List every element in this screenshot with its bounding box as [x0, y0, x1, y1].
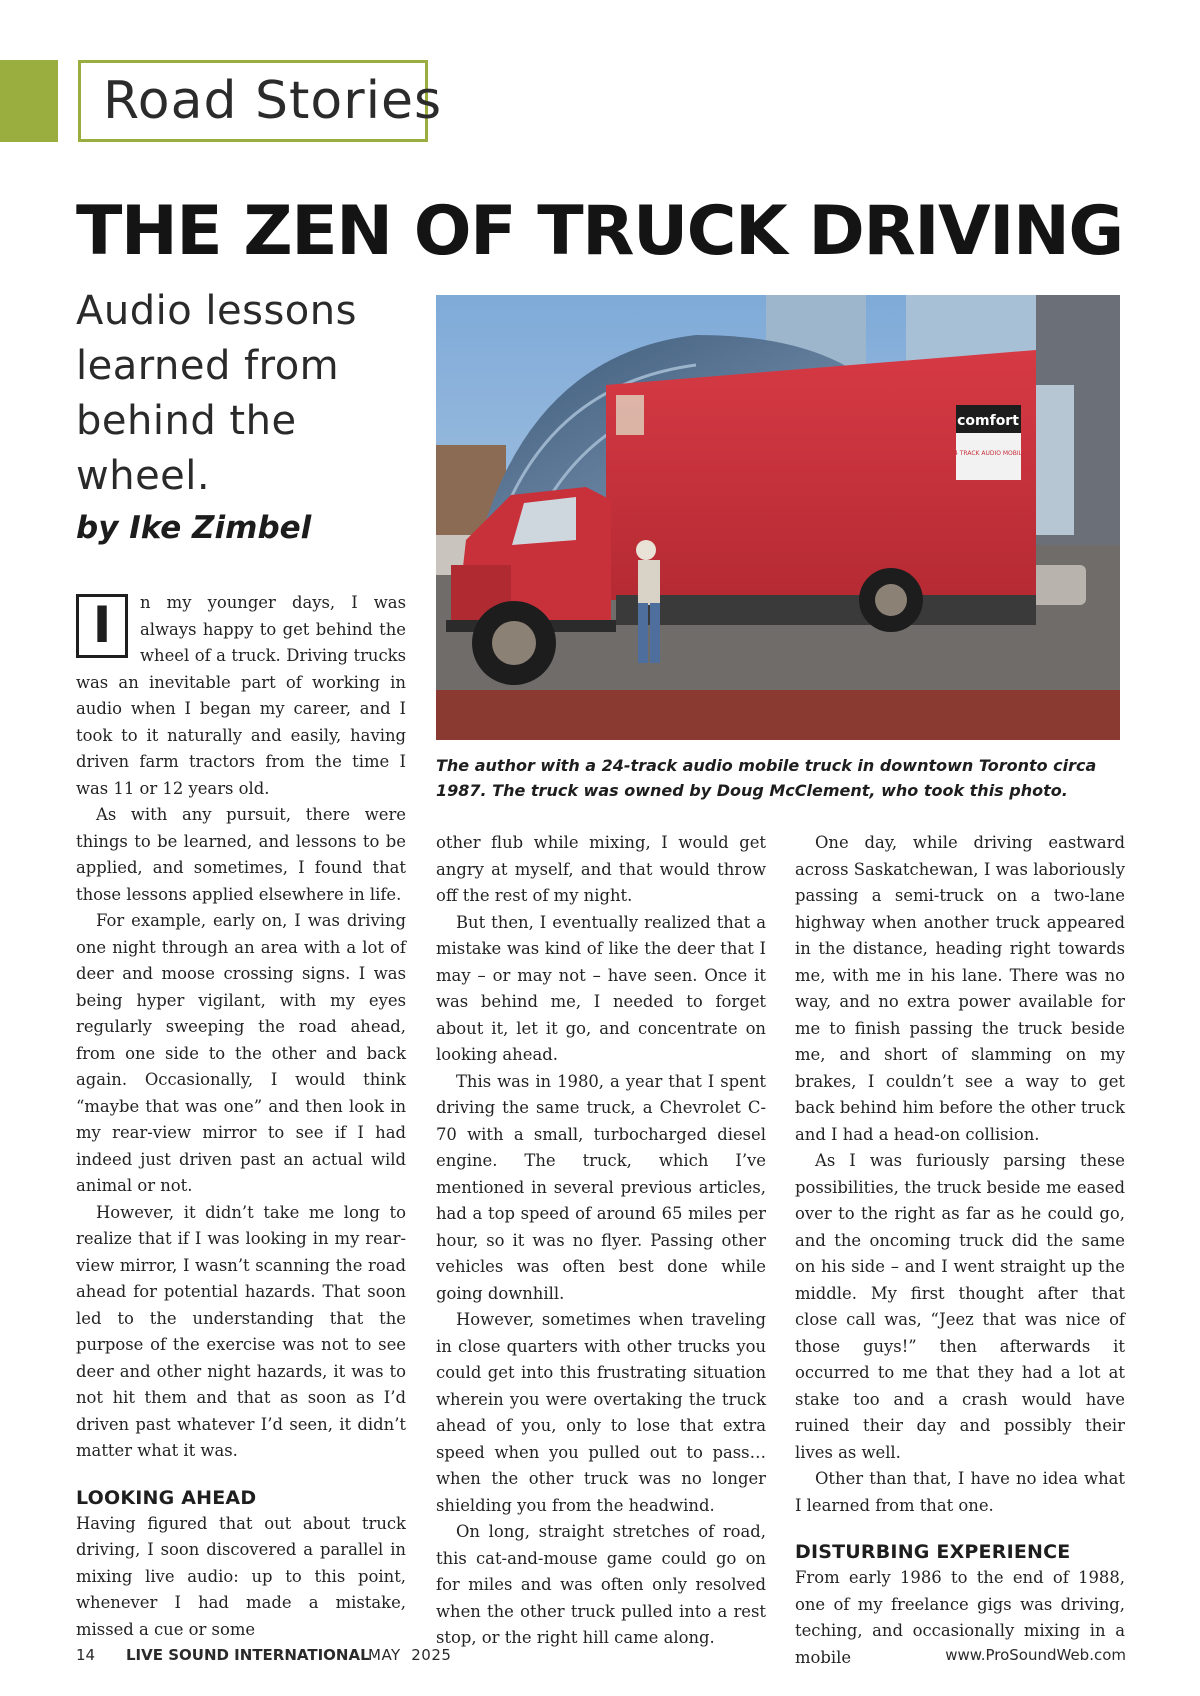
- paragraph: However, it didn’t take me long to realize that if I was looking in my rear-view mirror, I wasn’t scanning the road ahead for potential hazards. That soon led to the understanding that the purpose of the exercise was not to see deer and other night hazards, it was to not hit them and that as soon as I’d driven past whatever I’d seen, it didn’t matter what it was.: [76, 1202, 406, 1460]
- section-accent-bar: [0, 60, 58, 142]
- paragraph: One day, while driving eastward across Saskatchewan, I was laboriously passing a semi-truck on a two-lane highway when another truck appeared in the distance, heading right towards me, with me in his lane. There was no way, and no extra power available for me to finish passing the truck beside me, and short of slamming on my brakes, I couldn’t see a way to get back behind him before the other truck and I had a head-on collision.: [795, 833, 1125, 1144]
- article-column-3: [795, 830, 1125, 1671]
- magazine-name: LIVE SOUND INTERNATIONAL: [126, 1646, 370, 1664]
- section-label-box: [78, 60, 443, 142]
- issue-date: MAY 2025: [368, 1646, 452, 1664]
- paragraph: From early 1986 to the end of 1988, one of my freelance gigs was driving, teching, and occasionally mixing in a mobile: [795, 1568, 1125, 1667]
- section-label: Road Stories: [103, 71, 443, 131]
- article-column-1: [76, 590, 406, 1643]
- section-heading: DISTURBING EXPERIENCE: [795, 1541, 1071, 1563]
- paragraph-text: n my younger days, I was always happy to get behind the wheel of a truck. Driving trucks was an inevitable part of working in audio when I began my career, and I took to it naturally and easily, having driven farm tractors from the time I was 11 or 12 years old.: [76, 593, 406, 798]
- article-column-2: [436, 830, 766, 1652]
- paragraph: As I was furiously parsing these possibilities, the truck beside me eased over to the right as far as he could go, and the oncoming truck did the same on his side – and I went straight up the middle. My first thought after that close call was, “Jeez that was nice of those guys!” then afterwards it occurred to me that they had a lot at stake too and a crash would have ruined their day and possibly their lives as well.: [795, 1151, 1125, 1462]
- paragraph: But then, I eventually realized that a mistake was kind of like the deer that I may – or may not – have seen. Once it was behind me, I needed to forget about it, let it go, and concentrate on looking ahead.: [436, 912, 766, 1064]
- article-title: THE ZEN OF TRUCK DRIVING: [76, 192, 1123, 271]
- paragraph: Other than that, I have no idea what I learned from that one.: [795, 1469, 1125, 1515]
- paragraph: [76, 590, 406, 802]
- truck-sign-tagline: 24 TRACK AUDIO MOBILE: [950, 450, 1026, 457]
- page-number: 14: [76, 1646, 96, 1664]
- article-byline: by Ike Zimbel: [76, 510, 312, 546]
- paragraph: However, sometimes when traveling in close quarters with other trucks you could get into this frustrating situation wherein you were overtaking the truck ahead of you, only to lose that extra speed when you pulled out to pass… when the other truck was no longer shielding you from the headwind.: [436, 1310, 766, 1515]
- paragraph: As with any pursuit, there were things to be learned, and lessons to be applied, and sometimes, I found that those lessons applied elsewhere in life.: [76, 805, 406, 904]
- truck-sign-brand: comfort: [957, 413, 1019, 429]
- section-heading: LOOKING AHEAD: [76, 1486, 257, 1509]
- photo-caption: The author with a 24-track audio mobile truck in downtown Toronto circa 1987. The truck was owned by Doug McClement, who took this photo.: [436, 756, 1097, 800]
- page-footer: [76, 1646, 1126, 1670]
- paragraph: This was in 1980, a year that I spent driving the same truck, a Chevrolet C-70 with a small, turbocharged diesel engine. The truck, which I’ve mentioned in several previous articles, had a top speed of around 65 miles per hour, so it was no flyer. Passing other vehicles was often best done while going downhill.: [436, 1071, 766, 1303]
- truck-photo: [436, 295, 1120, 740]
- paragraph: For example, early on, I was driving one night through an area with a lot of deer and moose crossing signs. I was being hyper vigilant, with my eyes regularly sweeping the road ahead, from one side to the other and back again. Occasionally, I would think “maybe that was one” and then look in my rear-view mirror to see if I had indeed just driven past an actual wild animal or not.: [76, 911, 406, 1195]
- paragraph: On long, straight stretches of road, this cat-and-mouse game could go on for miles and was often only resolved when the other truck pulled into a rest stop, or the right hill came along.: [436, 1522, 766, 1647]
- drop-cap: I: [76, 594, 128, 658]
- paragraph: other flub while mixing, I would get angry at myself, and that would throw off the rest of my night.: [436, 833, 766, 905]
- website-url: www.ProSoundWeb.com: [945, 1646, 1126, 1664]
- article-subtitle: Audio lessons learned from behind the wheel.: [76, 288, 357, 499]
- paragraph: Having figured that out about truck driving, I soon discovered a parallel in mixing live audio: up to this point, whenever I had made a mistake, missed a cue or some: [76, 1513, 406, 1639]
